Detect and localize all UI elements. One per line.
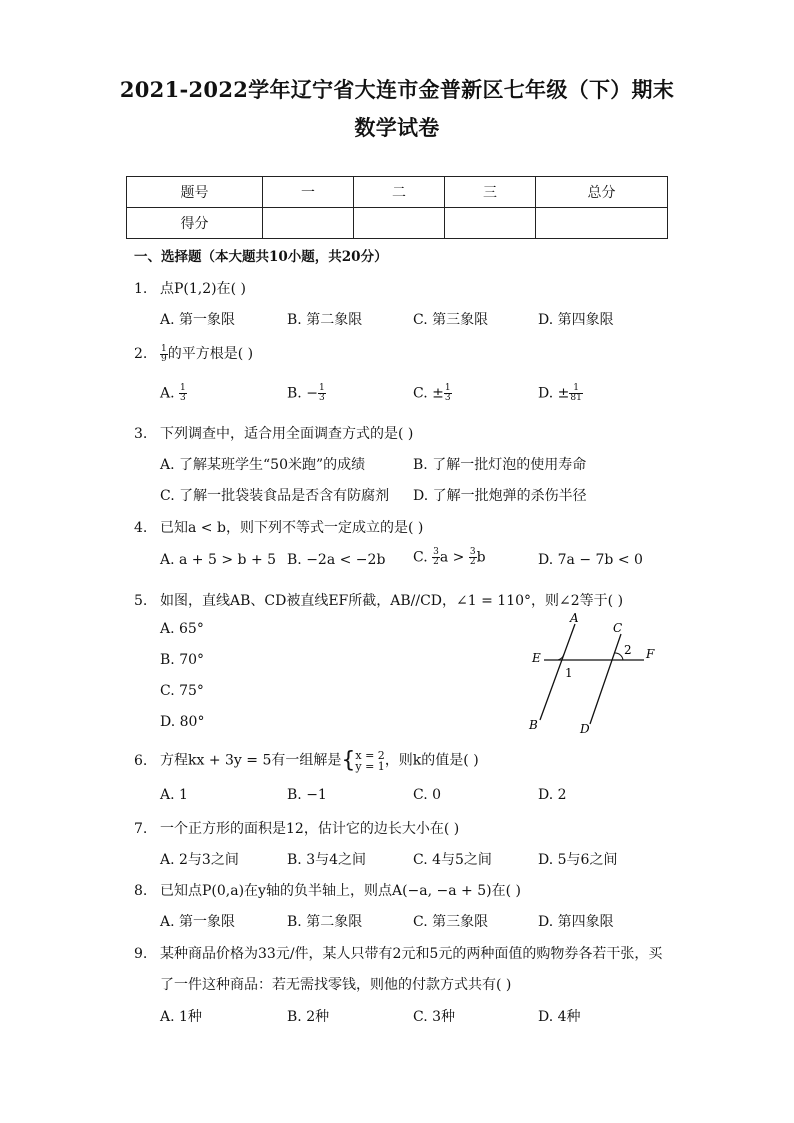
option-a: A. 2与3之间 [160, 852, 239, 868]
option-c: C. 第三象限 [413, 312, 489, 328]
option-d: D. 5与6之间 [538, 852, 618, 868]
option-a: A. 第一象限 [160, 914, 236, 930]
label-a: A [570, 612, 579, 625]
equation-system: x = 2 y = 1 [355, 748, 385, 773]
label-e: E [532, 651, 541, 665]
option-d: D. 了解一批炮弹的杀伤半径 [413, 488, 587, 504]
option-a: A. 了解某班学生“50米跑”的成绩 [160, 457, 366, 473]
table-header-cell: 一 [263, 177, 354, 208]
question-number: 9. [134, 946, 148, 962]
label-b: B [529, 718, 538, 732]
question-7 [134, 818, 459, 838]
brace-symbol: { [341, 748, 356, 773]
label-angle-2: 2 [624, 643, 632, 657]
question-number: 7. [134, 821, 148, 837]
table-header-cell: 题号 [127, 177, 263, 208]
question-number: 4. [134, 520, 148, 536]
option-c: C. 4与5之间 [413, 852, 492, 868]
section-heading: 一、选择题（本大题共10小题，共20分） [134, 249, 388, 265]
question-text: ，则k的值是( ) [384, 752, 479, 769]
label-f: F [646, 647, 655, 661]
question-number: 1. [134, 281, 148, 297]
option-d: D. ± $\frac{1}{81}$ [538, 383, 582, 403]
question-3 [134, 423, 413, 443]
question-text: 的平方根是( ) [167, 346, 254, 362]
option-a: A. 1种 [160, 1009, 202, 1025]
option-d: D. 4种 [538, 1009, 581, 1025]
option-d: D. 第四象限 [538, 914, 614, 930]
question-text: 一个正方形的面积是12，估计它的边长大小在( ) [160, 821, 460, 837]
option-b: B. 第二象限 [287, 312, 363, 328]
question-4 [134, 517, 423, 537]
question-text: 已知点P(0,a)在y轴的负半轴上，则点A(−a, −a + 5)在( ) [160, 883, 521, 899]
option-b: B. −1 [287, 787, 327, 803]
option-a: A. $\frac{1}{3}$ [160, 383, 186, 403]
table-row [127, 177, 668, 208]
question-number: 8. [134, 883, 148, 899]
table-row [127, 208, 668, 239]
option-a: A. 第一象限 [160, 312, 236, 328]
option-b: B. 2种 [287, 1009, 330, 1025]
question-text: 某种商品价格为33元/件，某人只带有2元和5元的两种面值的购物券各若干张，买 [160, 946, 663, 962]
score-cell[interactable] [354, 208, 445, 239]
geometry-figure [520, 612, 670, 738]
question-text: 方程kx + 3y = 5有一组解是 [160, 752, 342, 769]
score-cell[interactable] [536, 208, 668, 239]
label-c: C [613, 621, 623, 635]
option-c: C. 0 [413, 787, 442, 803]
option-b: B. 第二象限 [287, 914, 363, 930]
question-text: 下列调查中，适合用全面调查方式的是( ) [160, 426, 414, 442]
question-9-continued: 了一件这种商品：若无需找零钱，则他的付款方式共有( ) [160, 977, 512, 993]
option-c: C. 75° [160, 683, 204, 699]
label-angle-1: 1 [565, 666, 573, 680]
question-6 [134, 748, 479, 773]
score-cell[interactable] [263, 208, 354, 239]
question-number: 5. [134, 593, 148, 609]
option-d: D. 7a − 7b < 0 [538, 552, 643, 568]
option-d: D. 80° [160, 714, 205, 730]
option-b: B. 了解一批灯泡的使用寿命 [413, 457, 587, 473]
question-text: 如图，直线AB、CD被直线EF所截，AB//CD，∠1 = 110°，则∠2等于( ) [160, 593, 624, 609]
option-c: C. ± $\frac{1}{3}$ [413, 383, 451, 403]
option-c: C. $\frac{3}{2}$ a > $\frac{3}{2}$ b [413, 547, 486, 567]
question-5 [134, 590, 623, 610]
question-9 [134, 943, 662, 963]
question-number: 2. [134, 346, 148, 362]
option-a: A. a + 5 > b + 5 [160, 552, 277, 568]
table-header-cell: 三 [445, 177, 536, 208]
paper-title-line1: 2021-2022学年辽宁省大连市金普新区七年级（下）期末 [119, 77, 675, 102]
question-number: 6. [134, 752, 148, 769]
option-b: B. − $\frac{1}{3}$ [287, 383, 325, 403]
option-c: C. 第三象限 [413, 914, 489, 930]
question-1 [134, 278, 246, 298]
option-d: D. 2 [538, 787, 567, 803]
option-c: C. 3种 [413, 1009, 456, 1025]
option-b: B. 3与4之间 [287, 852, 367, 868]
option-a: A. 1 [160, 787, 188, 803]
question-number: 3. [134, 426, 148, 442]
question-2 [134, 343, 253, 364]
table-row-label: 得分 [127, 208, 263, 239]
label-d: D [580, 722, 590, 736]
fraction: $\frac{1}{9}$ [161, 343, 167, 364]
angle-2-arc [615, 653, 623, 660]
option-c: C. 了解一批袋装食品是否含有防腐剂 [160, 488, 390, 504]
table-header-cell: 总分 [536, 177, 668, 208]
line-cd [590, 634, 621, 724]
score-table [126, 176, 668, 239]
question-text: 已知a < b，则下列不等式一定成立的是( ) [160, 520, 424, 536]
table-header-cell: 二 [354, 177, 445, 208]
option-a: A. 65° [160, 621, 204, 637]
question-text: 点P(1,2)在( ) [160, 281, 246, 297]
option-b: B. −2a < −2b [287, 552, 386, 568]
question-8 [134, 880, 521, 900]
score-cell[interactable] [445, 208, 536, 239]
paper-title-line2: 数学试卷 [354, 115, 440, 140]
option-b: B. 70° [160, 652, 205, 668]
option-d: D. 第四象限 [538, 312, 614, 328]
